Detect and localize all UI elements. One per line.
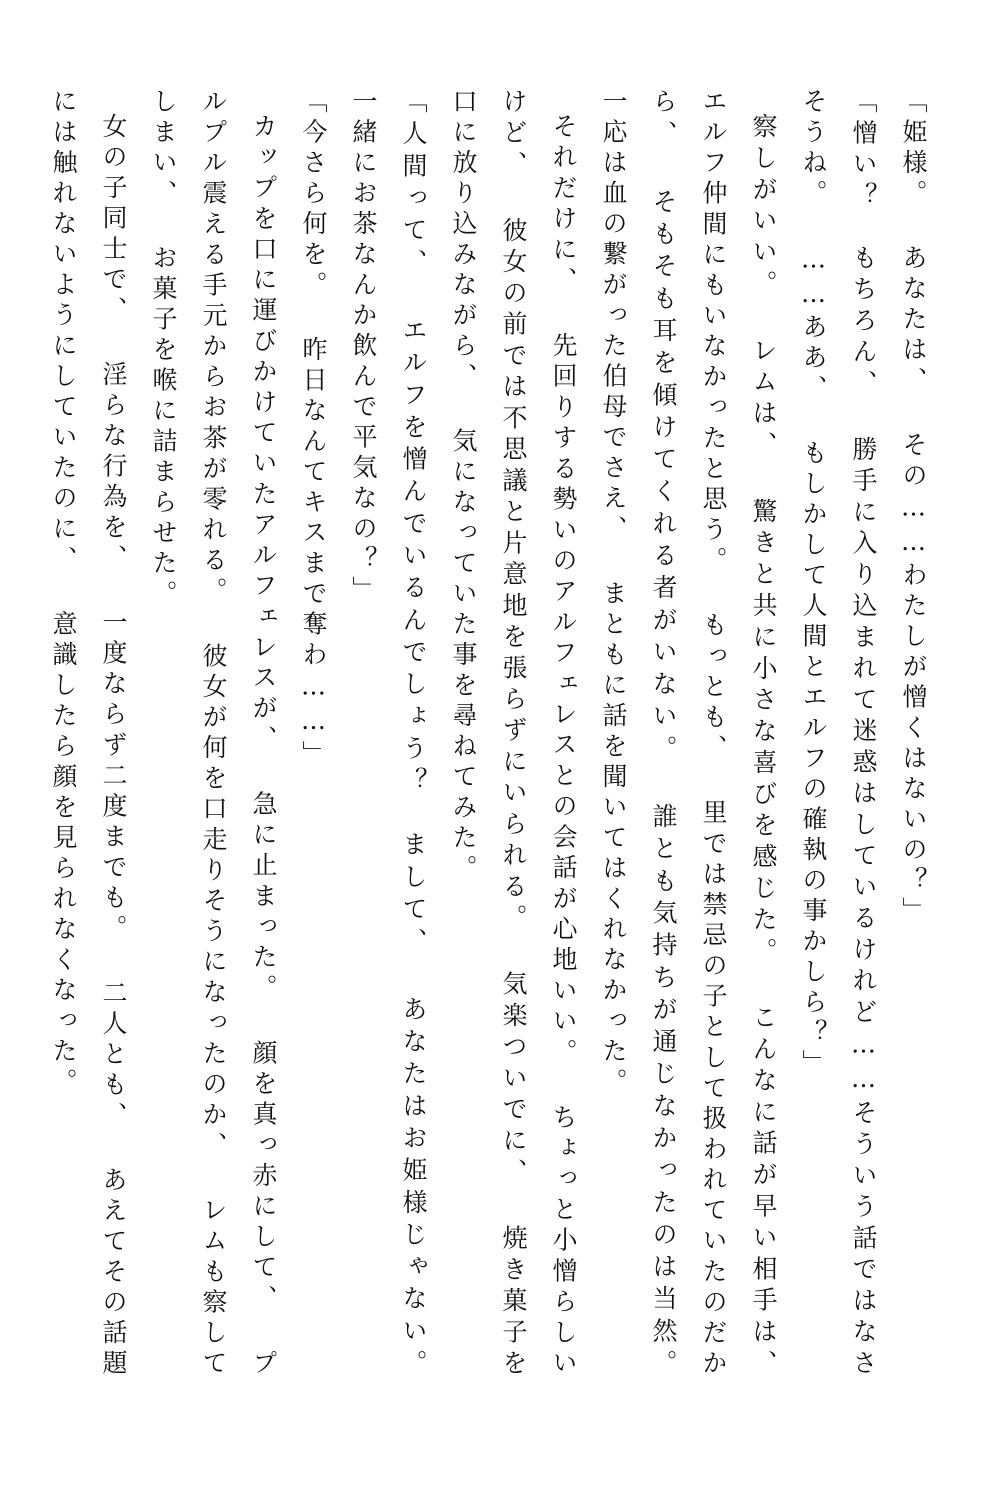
paragraph: それだけに、 先回りする勢いのアルフェレスとの会話が心地いい。 ちょっと小憎らしいけど、 彼女の前では不思議と片意地を張らずにいられる。 気楽ついでに、 焼き菓子を口に放り込みながら、 気になっていた事を尋ねてみた。 bbox=[449, 88, 578, 1381]
paragraph: 察しがいい。 レムは、 驚きと共に小さな喜びを感じた。 こんなに話が早い相手は、 エルフ仲間にもいなかったと思う。 もっとも、 里では禁忌の子として扱われていたのだから、 そもそも耳を傾けてくれる者がいない。 誰とも気持ちが通じなかったのは当然。 一応は血の繋がった伯母でさえ、 まともに話を聞いてはくれなかった。 bbox=[599, 88, 778, 1381]
paragraph: 女の子同士で、 淫らな行為を、 一度ならず二度までも。 二人とも、 あえてその話題には触れないようにしていたのに、 意識したら顔を見られなくなった。 bbox=[49, 88, 128, 1380]
paragraph: カップを口に運びかけていたアルフェレスが、 急に止まった。 顔を真っ赤にして、 プルプル震える手元からお茶が零れる。 彼女が何を口走りそうになったのか、 レムも察してしまい、 お菓子を喉に詰まらせた。 bbox=[149, 88, 278, 1380]
vertical-text-body bbox=[49, 88, 938, 1381]
paragraph: 「今さら何を。 昨日なんてキスまで奪わ……」 bbox=[299, 88, 328, 771]
paragraph: 「姫様。 あなたは、 その……わたしが憎くはないの？」 bbox=[899, 88, 928, 928]
paragraph: 「憎い？ もちろん、 勝手に入り込まれて迷惑はしているけれど……そういう話ではなさそうね。 ……ああ、 もしかして人間とエルフの確執の事かしら？」 bbox=[799, 88, 878, 1380]
paragraph: 「人間って、 エルフを憎んでいるんでしょう？ まして、 あなたはお姫様じゃない。 一緒にお茶なんか飲んで平気なの？」 bbox=[349, 88, 428, 1380]
